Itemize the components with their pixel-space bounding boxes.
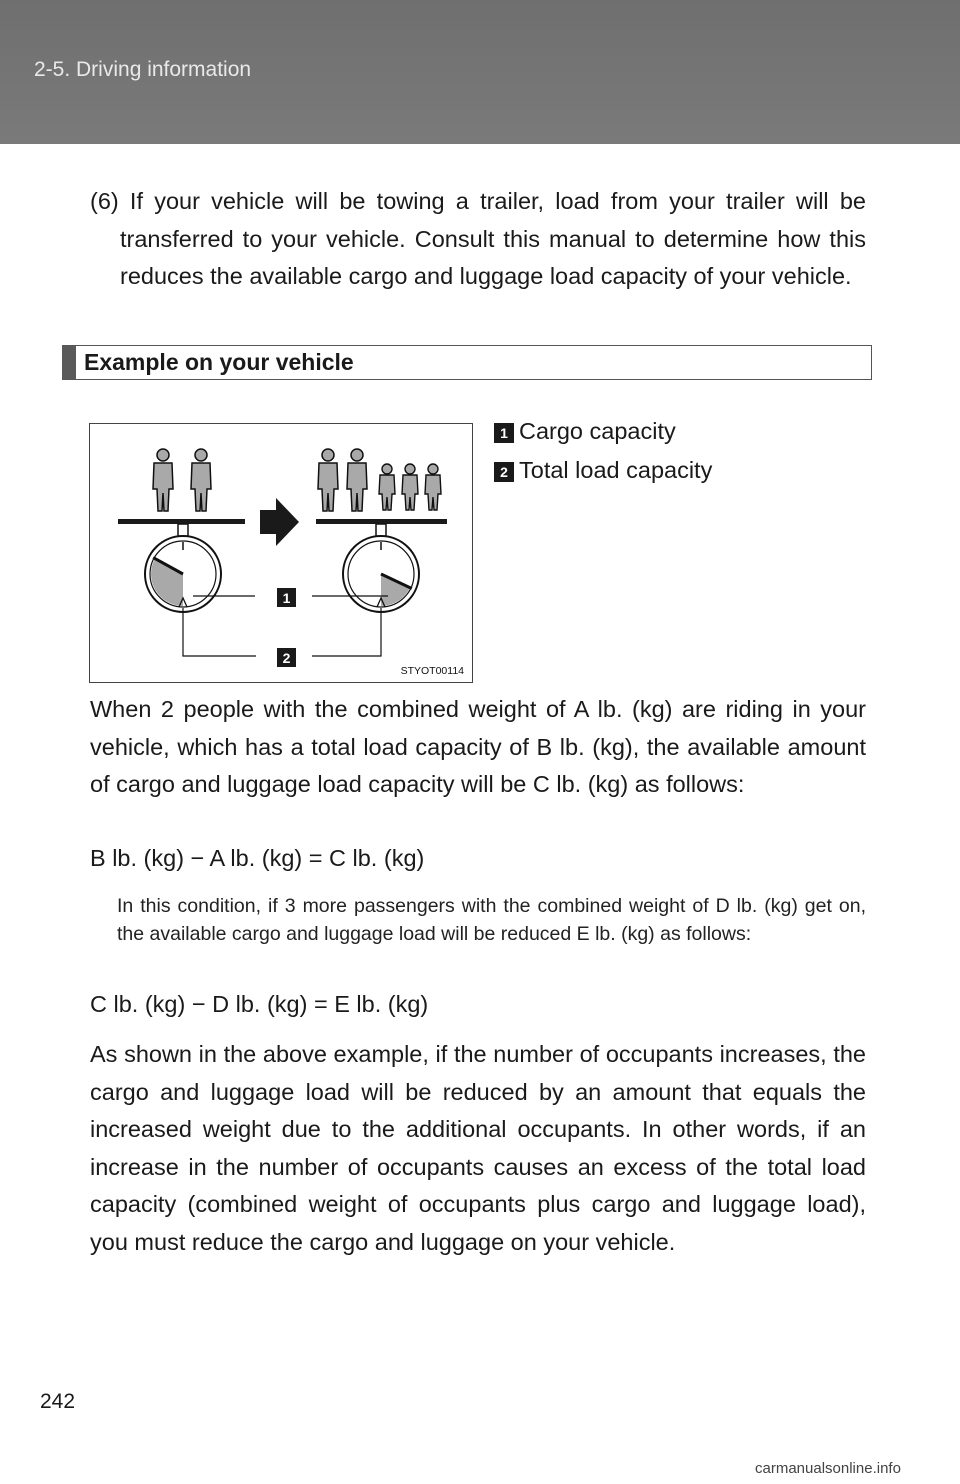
callout-2-label: 2 (282, 650, 291, 666)
person-icon (318, 449, 338, 511)
person-icon (347, 449, 367, 511)
summary-paragraph: As shown in the above example, if the number of occupants increases, the cargo and luggage load will be reduced by an amount that equals the increased weight due to the additional occupants. In other words, if an increase in the number of occupants causes an excess of the total load capacity (combined weight of occupants plus cargo and luggage load), you must reduce the cargo and luggage on your vehicle. (90, 1041, 866, 1255)
legend-item-2 (494, 457, 712, 484)
example-paragraph: When 2 people with the combined weight of A lb. (kg) are riding in your vehicle, which has a total load capacity of B lb. (kg), the available amount of cargo and luggage load capacity will be C lb. (kg) as follows: (90, 696, 866, 797)
section-title: 2-5. Driving information (34, 58, 252, 81)
load-capacity-illustration (89, 423, 473, 683)
legend-1-number: 1 (494, 423, 514, 443)
person-icon (153, 449, 173, 511)
formula-1: B lb. (kg) − A lb. (kg) = C lb. (kg) (90, 845, 425, 871)
subheading: Example on your vehicle (84, 349, 354, 375)
subheading-box (62, 345, 872, 380)
callout-1-label: 1 (282, 590, 291, 606)
person-icon (191, 449, 211, 511)
legend-2-number: 2 (494, 462, 514, 482)
legend-1-label: Cargo capacity (519, 418, 676, 444)
illustration-drawing (90, 424, 474, 684)
page-header (0, 0, 960, 144)
legend-item-1 (494, 418, 676, 445)
legend-2-label: Total load capacity (519, 457, 713, 483)
condition-note: In this condition, if 3 more passengers with the combined weight of D lb. (kg) get on, the available cargo and luggage load will be reduced E lb. (kg) as follows: (117, 895, 866, 945)
list-item-6: (6) If your vehicle will be towing a trailer, load from your trailer will be transferred to your vehicle. Consult this manual to determine how this reduces the available cargo and luggage load capacity of your vehicle. (90, 188, 866, 289)
person-icon (379, 464, 395, 510)
arrow-right-icon (260, 498, 299, 546)
page-number: 242 (40, 1390, 76, 1413)
watermark: carmanualsonline.info (755, 1460, 901, 1477)
person-icon (425, 464, 441, 510)
person-icon (402, 464, 418, 510)
formula-2: C lb. (kg) − D lb. (kg) = E lb. (kg) (90, 991, 429, 1017)
figure-code: STYOT00114 (400, 665, 464, 677)
